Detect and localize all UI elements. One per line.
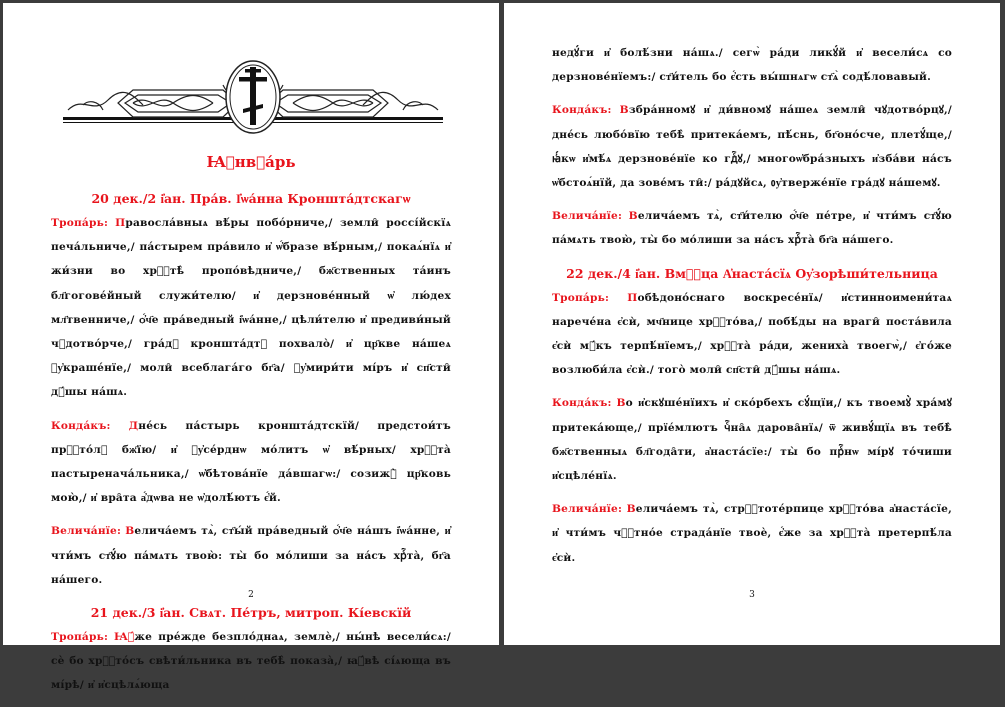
feast-title: 22 дек./4 і҆ан. Вмⷱ҇ца А҆наста́сїѧ Оу҆зорѣши́тельница xyxy=(566,265,938,281)
megalynarion xyxy=(51,519,451,592)
hymn-label: Тропа́рь: xyxy=(552,291,610,304)
feast-title: 20 дек./2 і҆ан. Пра́в. І҆ѡа́нна Кроншта́дтскагѡ xyxy=(91,191,411,206)
right-page-content xyxy=(552,41,952,579)
hymn-text: равосла́вныѧ вѣ́ры побо́рниче,/ земли̑ россі́йскїѧ печа́льниче,/ па́стырем пра́вило и҆ ѡ҆́бразе вѣ́рным,/ покаѧ́нїѧ и҆ жи́зни во хрⷭ҇тѣ̀ пропо́вѣдниче,/ бж҃ственных та́инъ бл҃гогове́йный служи́телю/ и҆ дерзнове́нный ѡ҆ лю́дех мл҃твенниче,/ ѻ҆́ч҃е пра́ведный і҆ѡа́нне,/ цѣли́телю и҆ предиви́ный чꙋдотво́рче,/ гра́дꙋ кроншта́дтꙋ похвало̀/ и҆ цр҃кве на́шеѧ ᲂу҆краше́нїе,/ моли̑ всеблага́го бг҃а/ ᲂу҆мири́ти мі́ръ и҆ сп҃сти̑ дꙋ́шы на́шѧ. xyxy=(51,217,451,399)
hymn-text: недꙋ́ги и҆ болѣ́зни на́шѧ./ сегѡ̀ ра́ди ликꙋ́й и҆ весели́сѧ со дерзнове́нїемъ:/ ст҃и́тель бо є҆́сть вы́шнѧгѡ ст҃ѧ̀ содѣ́ловавый. xyxy=(552,47,952,84)
troparion xyxy=(51,625,451,698)
hymn-initial: В xyxy=(626,503,636,516)
kontakion xyxy=(552,98,952,195)
hymn-initial: В xyxy=(619,104,629,117)
hymn-label: Конда́къ: xyxy=(552,104,612,117)
hymn-text: не́сь па́стырь кроншта́дтскїй/ предстои́тъ прⷭ҇то́лꙋ бж҃їю/ и҆ ᲂу҆се́рднѡ мо́литъ ѡ҆ вѣ́рных/ хрⷭ҇та̀ пастыренача́льника,/ ѡ҆бѣтова́нїе да́вшагѡ:/ созижꙋ̀ цр҃ковь мою̀,/ и҆ вра̑та а҆́дѡва не ѡ҆долѣ́ютъ є҆́й. xyxy=(51,419,451,505)
orthodox-cross-ornament-icon xyxy=(63,55,443,135)
feast-section xyxy=(51,187,451,592)
hymn-initial: Ꙗ҆ xyxy=(114,631,135,644)
feast-section xyxy=(51,601,451,698)
hymn-text: ́же пре́жде безпло́днаѧ, землѐ,/ ны́нѣ весели́сѧ:/ сѐ бо хрⷭ҇то́съ свѣти́льника въ тебѣ̀ показа̀,/ ꙗ҆́вѣ сі́ѧюща въ мі́рѣ/ и҆ и҆сцѣлѧ́юща xyxy=(51,631,451,692)
hymn-initial: В xyxy=(125,525,135,538)
hymn-text: елича́емъ тѧ̀, ст҃и́телю ѻ҆́ч҃е пе́тре, и҆ чти́мъ ст҃ꙋ́ю па́мѧть твою̀, ты̀ бо мо́лиши за на́съ хрⷭ҇та̀ бг҃а на́шего. xyxy=(552,210,952,247)
feast-section xyxy=(552,262,952,570)
page-number: 2 xyxy=(248,590,254,600)
hymn-text: елича́емъ тѧ̀, стрⷭ҇тоте́рпице хрⷭ҇то́ва а҆наста́сїе, и҆ чти́мъ чⷭ҇тно́е страда́нїе твоѐ, є҆́же за хрⷭ҇та̀ претерпѣ́ла є҆сѝ. xyxy=(552,503,952,564)
hymn-label: Велича́нїе: xyxy=(552,503,623,516)
hymn-label: Конда́къ: xyxy=(51,419,111,432)
hymn-label: Велича́нїе: xyxy=(552,210,623,223)
hymn-initial: П xyxy=(627,291,638,304)
megalynarion xyxy=(552,204,952,252)
hymn-initial: В xyxy=(628,210,638,223)
month-title: Ꙗ҆нвꙋа́рь xyxy=(206,153,296,171)
page-left xyxy=(3,3,499,692)
hymn-label: Тропа́рь: xyxy=(51,631,109,644)
kontakion xyxy=(552,391,952,488)
feast-title: 21 дек./3 і҆ан. Свѧт. Пе́тръ, митроп. Кі́евскїй xyxy=(90,605,412,621)
kontakion xyxy=(51,414,451,511)
hymn-text: о и҆скꙋше́нїихъ и҆ ско́рбехъ сꙋ́щїи,/ къ твоемꙋ̀ хра́мꙋ притека́юще,/ прїе́млютъ чⷭ҇на̑ѧ дарова̑нїѧ/ ѿ живꙋ́щїѧ въ тебѣ̀ бж҃ственныѧ бл҃года̑ти, а҆наста́сїе:/ ты̀ бо прⷭ҇нѡ мі́рꙋ то́чиши и҆сцѣле́нїѧ. xyxy=(552,397,952,483)
hymn-text: збра́нномꙋ и҆ ди́вномꙋ на́шеѧ земли̑ чꙋдотво́рцꙋ,/ дне́сь любо́вїю тебѣ̀ притека́емъ, пѣ́снь, бг҃оно́сче, плетꙋ́ще,/ ꙗ҆́кѡ и҆мѣ́ѧ дерзнове́нїе ко гдⷭ҇ꙋ,/ многоѡ҆бра́зныхъ и҆зба́ви на́съ ѡ҆бстоѧ́нїй, да зове́мъ ти̑:/ ра́дꙋйсѧ, ᲂу҆тверже́нїе гра́дꙋ на́шемꙋ. xyxy=(552,104,952,190)
page-number: 3 xyxy=(749,590,755,600)
hymn-label: Конда́къ: xyxy=(552,397,612,410)
troparion-continuation xyxy=(552,41,952,89)
hymn-initial: П xyxy=(115,217,126,229)
hymn-text: обѣдоно́снаго воскресе́нїѧ/ и҆стинноимени́таѧ нарече́на є҆сѝ, мч҃нице хрⷭ҇то́ва,/ побѣ́ды на враги̑ поста́вила є҆сѝ мꙋ́къ терпѣ́нїемъ,/ хрⷭ҇та̀ ра́ди, жениха̀ твоегѡ̀,/ є҆го́же возлюби́ла є҆сѝ./ того̀ моли̑ сп҃сти̑ дꙋ́шы на́шѧ. xyxy=(552,291,952,377)
megalynarion xyxy=(552,497,952,570)
hymn-label: Тропа́рь: xyxy=(51,217,109,229)
hymn-text: елича́емъ тѧ̀, ст҃ы́й пра́ведный ѻ҆́ч҃е на́шъ і҆ѡа́нне, и҆ чти́мъ ст҃ꙋ́ю па́мѧть твою̀: ты̀ бо мо́лиши за на́съ хрⷭ҇та̀, бг҃а на́шего. xyxy=(51,525,451,586)
left-page-content xyxy=(51,185,451,707)
hymn-initial: В xyxy=(616,397,626,410)
troparion xyxy=(552,286,952,383)
troparion xyxy=(51,211,451,405)
hymn-label: Велича́нїе: xyxy=(51,525,122,538)
page-right xyxy=(504,3,1000,645)
hymn-initial: Д xyxy=(128,419,139,432)
